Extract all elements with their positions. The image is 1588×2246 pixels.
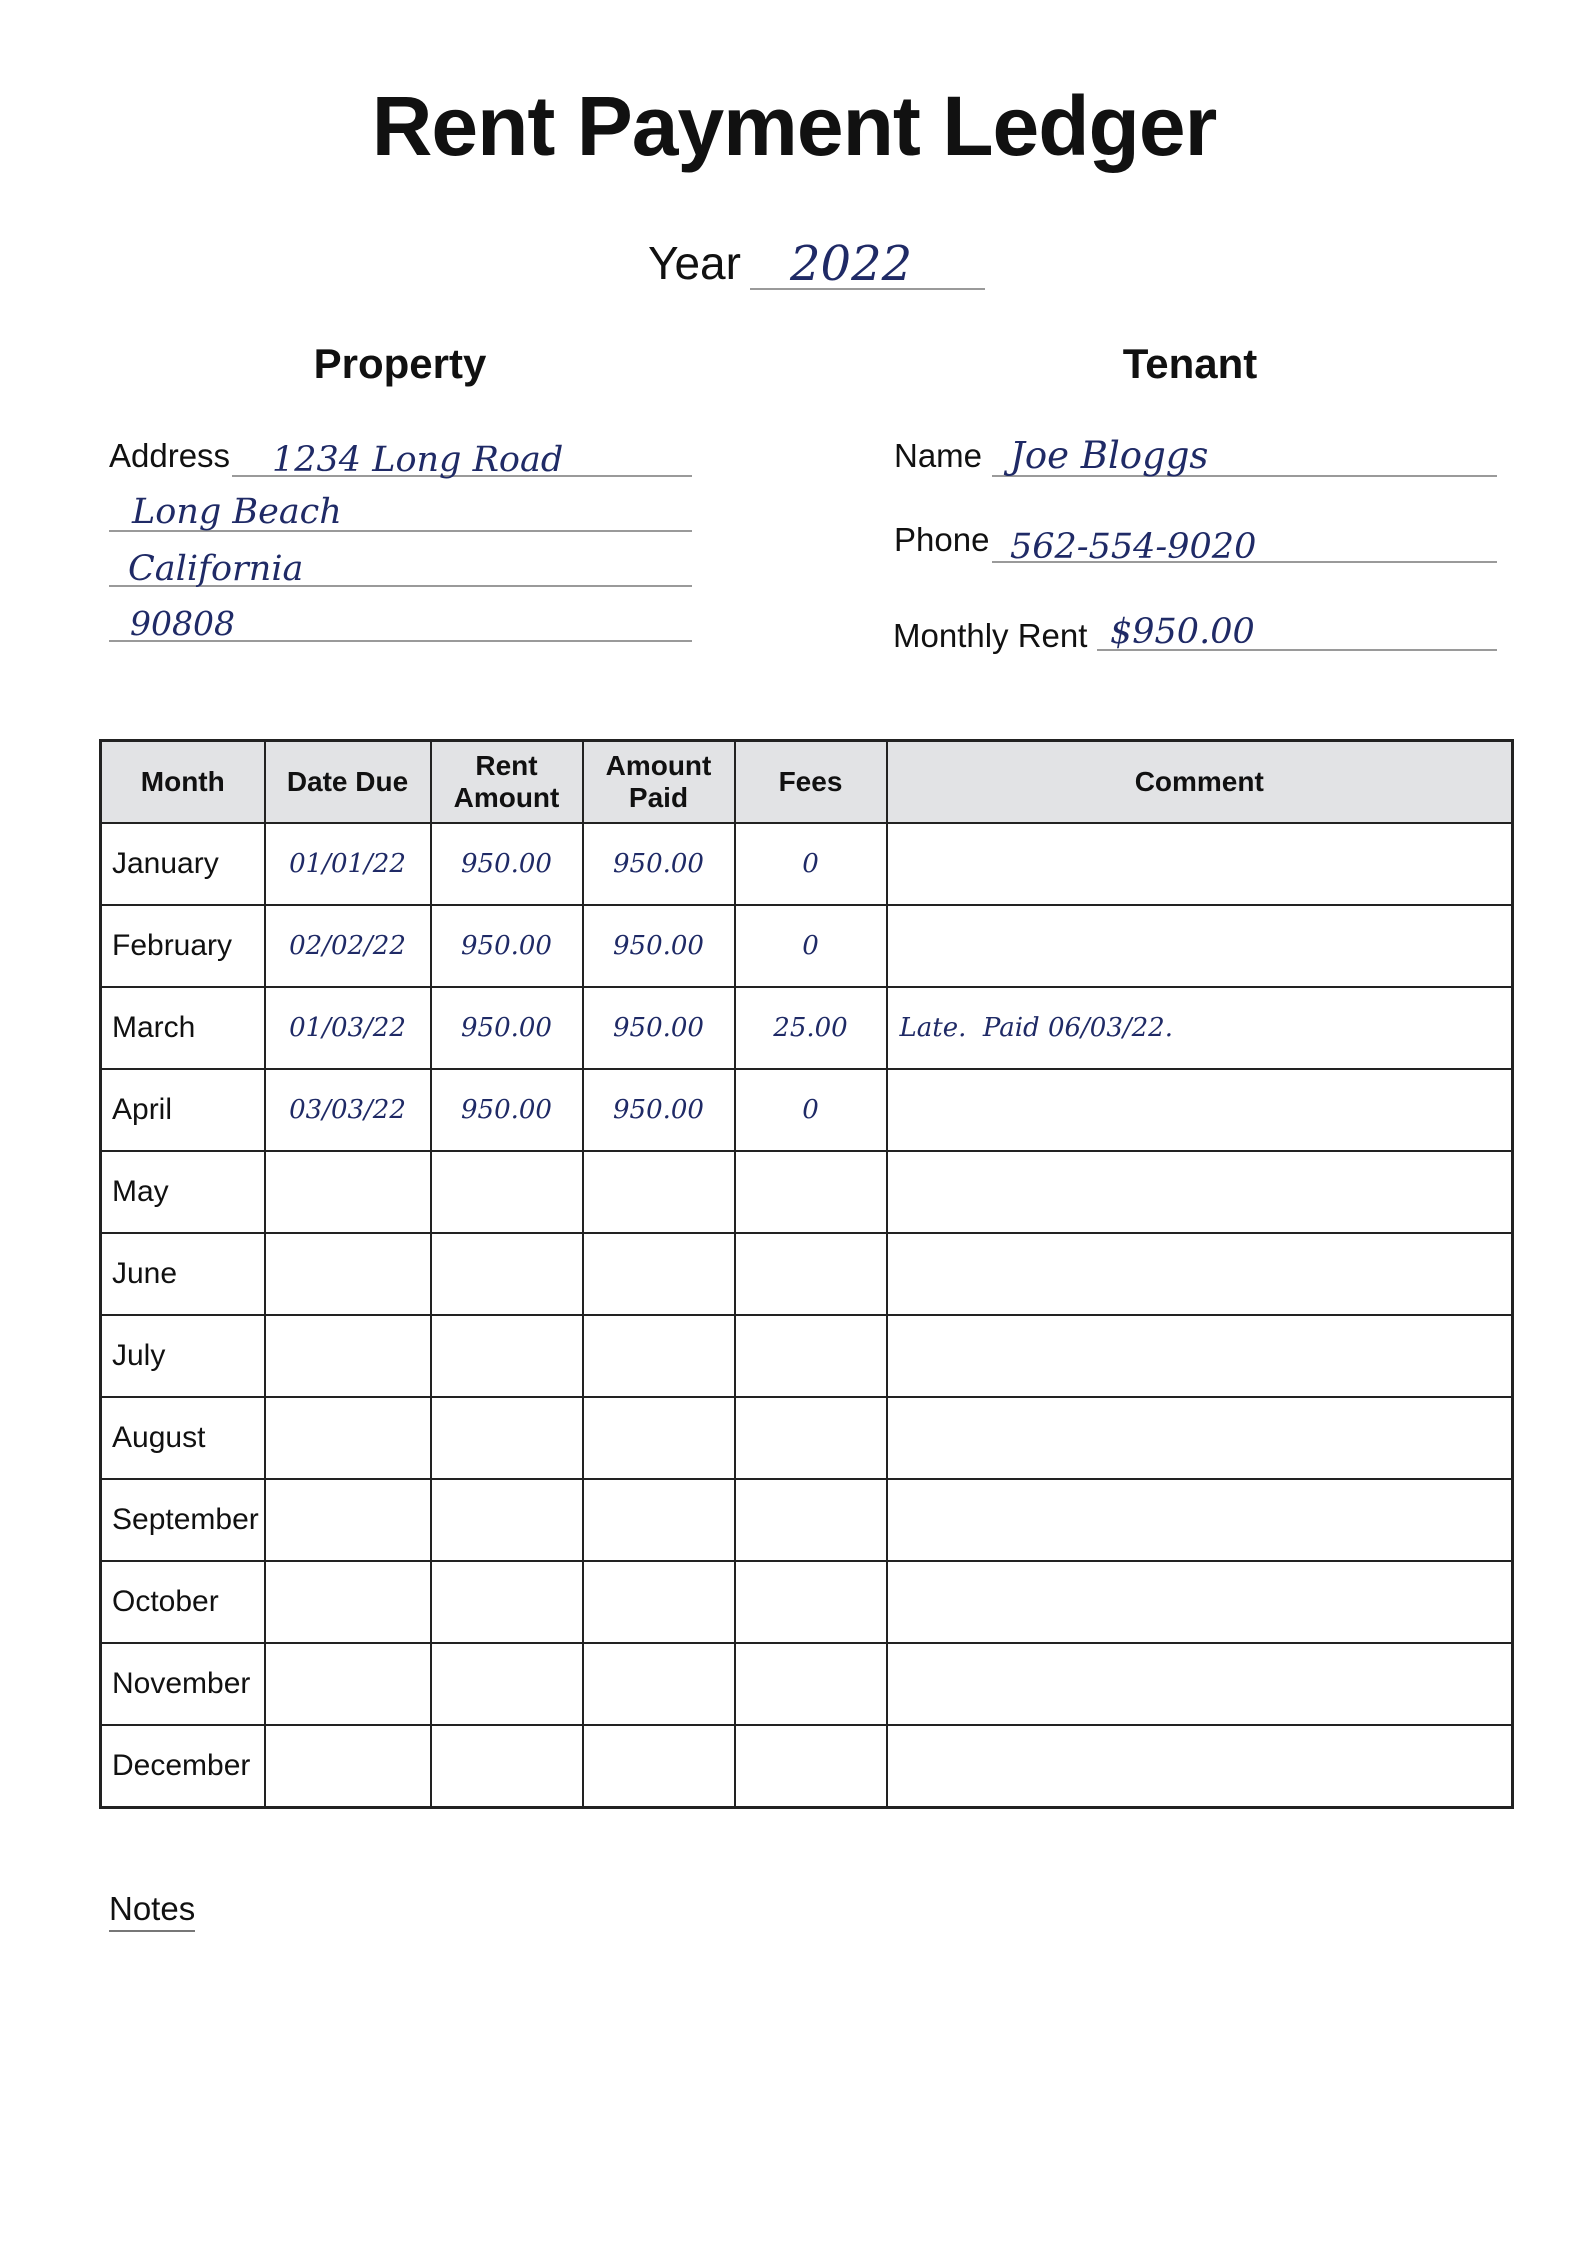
column-header-rent-amount xyxy=(431,741,583,824)
year-field[interactable]: 2022 xyxy=(790,236,913,292)
table-row xyxy=(101,1561,1513,1643)
fees-cell[interactable] xyxy=(735,1233,887,1315)
table-row xyxy=(101,1315,1513,1397)
month-cell: June xyxy=(101,1233,265,1315)
amount-paid-cell[interactable] xyxy=(583,1643,735,1725)
rent-ledger-table xyxy=(99,739,1514,1809)
column-header-date-due: Date Due xyxy=(265,741,431,824)
month-cell: October xyxy=(101,1561,265,1643)
table-header-row xyxy=(101,741,1513,824)
date-due-cell[interactable] xyxy=(265,1233,431,1315)
comment-cell[interactable]: Late. Paid 06/03/22. xyxy=(887,987,1513,1069)
month-cell: April xyxy=(101,1069,265,1151)
address-line-4-field[interactable]: 90808 xyxy=(130,604,235,643)
comment-cell[interactable] xyxy=(887,1151,1513,1233)
fees-cell[interactable] xyxy=(735,1643,887,1725)
page-title: Rent Payment Ledger xyxy=(371,79,1217,173)
amount-paid-cell[interactable]: 950.00 xyxy=(583,1069,735,1151)
fees-cell[interactable]: 0 xyxy=(735,823,887,905)
column-header-rent-amount-line-2: Amount xyxy=(453,782,560,813)
table-row xyxy=(101,1233,1513,1315)
comment-cell[interactable] xyxy=(887,1397,1513,1479)
column-header-fees: Fees xyxy=(735,741,887,824)
month-cell: July xyxy=(101,1315,265,1397)
rent-amount-cell[interactable] xyxy=(431,1561,583,1643)
amount-paid-cell[interactable] xyxy=(583,1561,735,1643)
comment-cell[interactable] xyxy=(887,1479,1513,1561)
comment-cell[interactable] xyxy=(887,1233,1513,1315)
column-header-rent-amount-line-1: Rent xyxy=(475,750,538,781)
monthly-rent-label: Monthly Rent xyxy=(893,617,1088,654)
table-row xyxy=(101,1479,1513,1561)
amount-paid-cell[interactable] xyxy=(583,1479,735,1561)
amount-paid-cell[interactable] xyxy=(583,1233,735,1315)
comment-cell[interactable] xyxy=(887,1561,1513,1643)
notes-label: Notes xyxy=(109,1890,195,1932)
table-row xyxy=(101,905,1513,987)
tenant-heading: Tenant xyxy=(1122,340,1258,387)
table-row xyxy=(101,1725,1513,1808)
fees-cell[interactable] xyxy=(735,1315,887,1397)
fees-cell[interactable] xyxy=(735,1725,887,1808)
comment-cell[interactable] xyxy=(887,1643,1513,1725)
amount-paid-cell[interactable] xyxy=(583,1315,735,1397)
amount-paid-cell[interactable] xyxy=(583,1397,735,1479)
rent-amount-cell[interactable]: 950.00 xyxy=(431,823,583,905)
rent-amount-cell[interactable] xyxy=(431,1479,583,1561)
table-row xyxy=(101,1151,1513,1233)
date-due-cell[interactable]: 02/02/22 xyxy=(265,905,431,987)
month-cell: May xyxy=(101,1151,265,1233)
rent-amount-cell[interactable] xyxy=(431,1233,583,1315)
comment-cell[interactable] xyxy=(887,1315,1513,1397)
rent-amount-cell[interactable] xyxy=(431,1151,583,1233)
address-line-2-field[interactable]: Long Beach xyxy=(132,492,342,532)
column-header-amount-paid-line-1: Amount xyxy=(605,750,712,781)
month-cell: August xyxy=(101,1397,265,1479)
fees-cell[interactable] xyxy=(735,1397,887,1479)
comment-cell[interactable] xyxy=(887,1069,1513,1151)
fees-cell[interactable] xyxy=(735,1151,887,1233)
rent-amount-cell[interactable] xyxy=(431,1315,583,1397)
comment-cell[interactable] xyxy=(887,1725,1513,1808)
amount-paid-cell[interactable] xyxy=(583,1725,735,1808)
date-due-cell[interactable] xyxy=(265,1397,431,1479)
table-row xyxy=(101,987,1513,1069)
table-row xyxy=(101,1069,1513,1151)
fees-cell[interactable] xyxy=(735,1479,887,1561)
address-line-1-field[interactable]: 1234 Long Road xyxy=(272,440,564,480)
date-due-cell[interactable] xyxy=(265,1315,431,1397)
month-cell: September xyxy=(101,1479,265,1561)
amount-paid-cell[interactable] xyxy=(583,1151,735,1233)
month-cell: March xyxy=(101,987,265,1069)
tenant-name-label: Name xyxy=(894,437,983,474)
property-heading: Property xyxy=(313,340,487,387)
month-cell: December xyxy=(101,1725,265,1808)
date-due-cell[interactable] xyxy=(265,1561,431,1643)
column-header-amount-paid-line-2: Paid xyxy=(628,782,689,813)
column-header-month: Month xyxy=(101,741,265,824)
month-cell: January xyxy=(101,823,265,905)
table-row xyxy=(101,1397,1513,1479)
year-label: Year xyxy=(648,237,741,289)
fees-cell[interactable]: 25.00 xyxy=(735,987,887,1069)
phone-label: Phone xyxy=(894,521,990,558)
address-line-3-field[interactable]: California xyxy=(128,549,304,589)
rent-amount-cell[interactable]: 950.00 xyxy=(431,1069,583,1151)
comment-cell[interactable] xyxy=(887,905,1513,987)
rent-amount-cell[interactable]: 950.00 xyxy=(431,987,583,1069)
date-due-cell[interactable] xyxy=(265,1151,431,1233)
date-due-cell[interactable]: 01/03/22 xyxy=(265,987,431,1069)
tenant-name-field[interactable]: Joe Bloggs xyxy=(1010,434,1209,477)
fees-cell[interactable]: 0 xyxy=(735,905,887,987)
column-header-comment: Comment xyxy=(887,741,1513,824)
month-cell: November xyxy=(101,1643,265,1725)
fees-cell[interactable] xyxy=(735,1561,887,1643)
date-due-cell[interactable] xyxy=(265,1725,431,1808)
amount-paid-cell[interactable]: 950.00 xyxy=(583,823,735,905)
amount-paid-cell[interactable]: 950.00 xyxy=(583,987,735,1069)
phone-field[interactable]: 562-554-9020 xyxy=(1010,527,1257,567)
date-due-cell[interactable] xyxy=(265,1643,431,1725)
table-row xyxy=(101,823,1513,905)
rent-amount-cell[interactable] xyxy=(431,1643,583,1725)
rent-amount-cell[interactable] xyxy=(431,1397,583,1479)
fees-cell[interactable]: 0 xyxy=(735,1069,887,1151)
rent-amount-cell[interactable] xyxy=(431,1725,583,1808)
date-due-cell[interactable]: 03/03/22 xyxy=(265,1069,431,1151)
column-header-amount-paid xyxy=(583,741,735,824)
date-due-cell[interactable] xyxy=(265,1479,431,1561)
date-due-cell[interactable]: 01/01/22 xyxy=(265,823,431,905)
table-row xyxy=(101,1643,1513,1725)
rent-amount-cell[interactable]: 950.00 xyxy=(431,905,583,987)
amount-paid-cell[interactable]: 950.00 xyxy=(583,905,735,987)
comment-cell[interactable] xyxy=(887,823,1513,905)
address-label: Address xyxy=(109,437,231,474)
month-cell: February xyxy=(101,905,265,987)
monthly-rent-field[interactable]: $950.00 xyxy=(1110,612,1255,652)
